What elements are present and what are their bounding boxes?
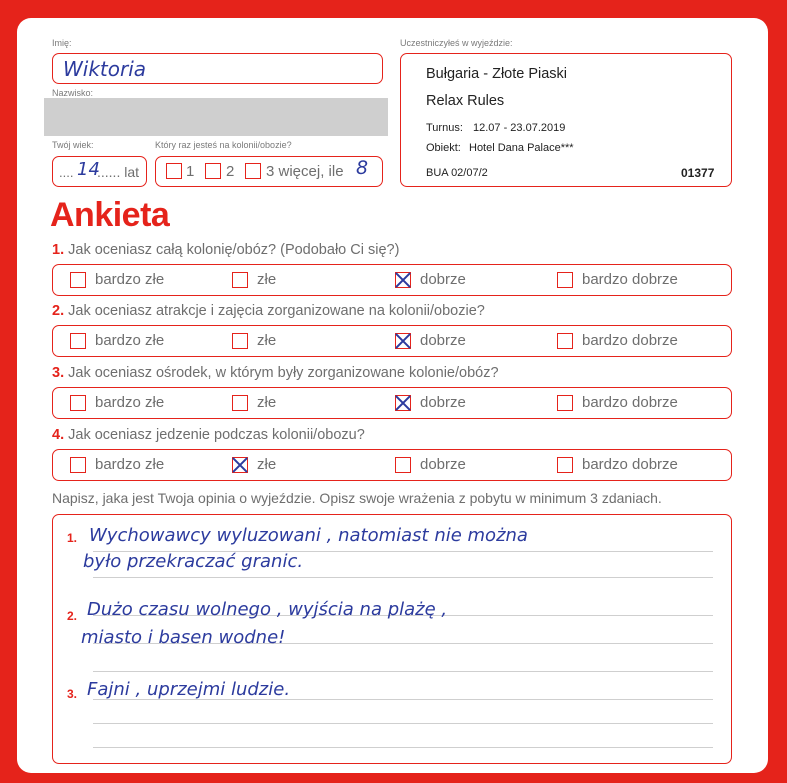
age-value: 14 [77,159,100,180]
question-1-options [52,264,732,296]
answer-2-line-2: miasto i basen wodne! [81,627,286,648]
q1-option-bardzo-zle-label: bardzo złe [95,271,165,288]
q3-option-bardzo-zle-checkbox[interactable] [70,395,86,411]
option-1-checkbox[interactable] [166,163,182,179]
q1-option-dobrze-label: dobrze [420,271,466,288]
turnus-label: Turnus: [426,122,463,134]
which-time-field [155,156,383,187]
age-prefix: .... [59,165,74,180]
trip-code: BUA 02/07/2 [426,167,488,179]
q4-option-zle-checkbox[interactable] [232,457,248,473]
option-3-label: 3 więcej, ile [266,163,344,180]
q2-option-dobrze-label: dobrze [420,332,466,349]
q4-option-bardzo-zle-checkbox[interactable] [70,457,86,473]
turnus-value: 12.07 - 23.07.2019 [473,122,566,134]
question-3-text: 3. Jak oceniasz ośrodek, w którym były zorganizowane kolonie/obóz? [52,365,499,381]
survey-title: Ankieta [50,196,170,234]
q3-option-bardzo-dobrze-label: bardzo dobrze [582,394,678,411]
opinion-prompt: Napisz, jaka jest Twoja opinia o wyjeździe. Opisz swoje wrażenia z pobytu w minimum 3 zdaniach. [52,490,662,506]
question-2-text: 2. Jak oceniasz atrakcje i zajęcia zorganizowane na kolonii/obozie? [52,303,485,319]
name-value: Wiktoria [63,57,147,81]
question-2-options [52,325,732,357]
name-field[interactable] [52,53,383,84]
answer-3-line-1: Fajni , uprzejmi ludzie. [87,679,291,700]
surname-redaction [44,98,388,136]
option-2-checkbox[interactable] [205,163,221,179]
q4-option-dobrze-checkbox[interactable] [395,457,411,473]
option-3-checkbox[interactable] [245,163,261,179]
q2-option-zle-label: złe [257,332,277,349]
q2-option-dobrze-checkbox[interactable] [395,333,411,349]
q3-option-bardzo-dobrze-checkbox[interactable] [557,395,573,411]
answer-2-number: 2. [67,609,78,623]
opinion-box[interactable] [52,514,732,764]
q2-option-bardzo-zle-checkbox[interactable] [70,333,86,349]
answer-3-number: 3. [67,687,78,701]
age-field[interactable] [52,156,147,187]
age-suffix: ...... lat [97,164,140,180]
q2-option-bardzo-dobrze-checkbox[interactable] [557,333,573,349]
question-4-text: 4. Jak oceniasz jedzenie podczas kolonii/obozu? [52,427,365,443]
q2-option-zle-checkbox[interactable] [232,333,248,349]
answer-1-line-2: było przekraczać granic. [83,551,304,572]
q1-option-zle-label: złe [257,271,277,288]
option-1-label: 1 [186,163,195,180]
q2-option-bardzo-zle-label: bardzo złe [95,332,165,349]
trip-info-box [400,53,732,187]
q1-option-bardzo-zle-checkbox[interactable] [70,272,86,288]
option-2-label: 2 [226,163,235,180]
q3-option-zle-label: złe [257,394,277,411]
question-3-options [52,387,732,419]
name-label: Imię: [52,38,72,48]
obiekt-value: Hotel Dana Palace*** [469,142,574,154]
answer-2-line-1: Dużo czasu wolnego , wyjścia na plażę , [87,599,448,620]
question-1-text: 1. Jak oceniasz całą kolonię/obóz? (Podobało Ci się?) [52,242,400,258]
q3-option-bardzo-zle-label: bardzo złe [95,394,165,411]
q3-option-zle-checkbox[interactable] [232,395,248,411]
trip-destination: Bułgaria - Złote Piaski [426,66,568,82]
q4-option-zle-label: złe [257,456,277,473]
obiekt-label: Obiekt: [426,142,461,154]
answer-1-line-1: Wychowawcy wyluzowani , natomiast nie można [89,525,528,546]
q3-option-dobrze-checkbox[interactable] [395,395,411,411]
answer-1-number: 1. [67,531,78,545]
trip-program: Relax Rules [426,93,505,109]
q1-option-bardzo-dobrze-label: bardzo dobrze [582,271,678,288]
q1-option-zle-checkbox[interactable] [232,272,248,288]
q3-option-dobrze-label: dobrze [420,394,466,411]
q1-option-dobrze-checkbox[interactable] [395,272,411,288]
which-time-label: Który raz jesteś na kolonii/obozie? [155,140,292,150]
q2-option-bardzo-dobrze-label: bardzo dobrze [582,332,678,349]
q4-option-bardzo-dobrze-checkbox[interactable] [557,457,573,473]
question-4-options [52,449,732,481]
surname-label: Nazwisko: [52,88,94,98]
participant-label: Uczestniczyłeś w wyjeździe: [400,38,513,48]
times-value: 8 [356,157,369,179]
q1-option-bardzo-dobrze-checkbox[interactable] [557,272,573,288]
q4-option-dobrze-label: dobrze [420,456,466,473]
q4-option-bardzo-zle-label: bardzo złe [95,456,165,473]
q4-option-bardzo-dobrze-label: bardzo dobrze [582,456,678,473]
trip-number: 01377 [681,166,715,180]
age-label: Twój wiek: [52,140,94,150]
